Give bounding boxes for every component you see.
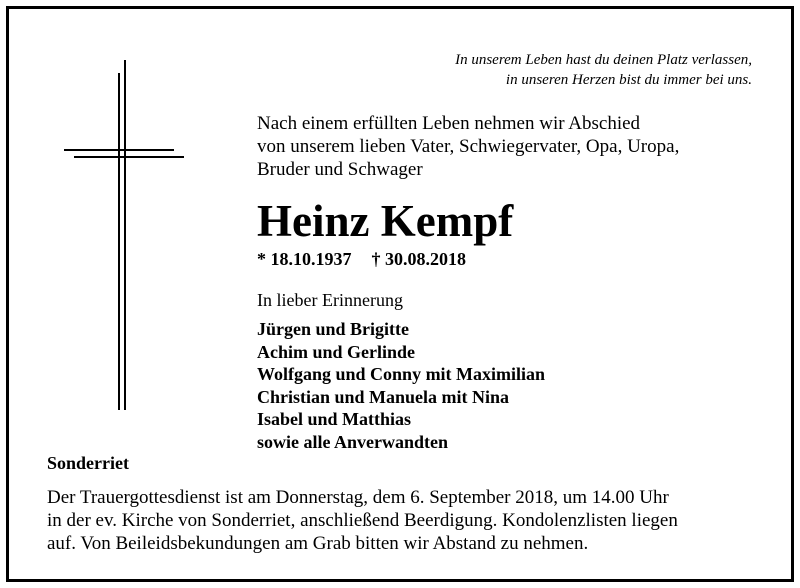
farewell-intro bbox=[257, 112, 679, 181]
place-name: Sonderriet bbox=[47, 453, 129, 473]
mourner-item: Jürgen und Brigitte bbox=[257, 319, 410, 339]
intro-line-3: Bruder und Schwager bbox=[257, 159, 423, 180]
memory-label: In lieber Erinnerung bbox=[257, 290, 403, 310]
mourner-item: Christian und Manuela mit Nina bbox=[257, 386, 510, 407]
cross-vertical-bar-right bbox=[124, 60, 126, 410]
cross-horizontal-bar-bottom bbox=[74, 156, 184, 158]
intro-line-2: von unserem lieben Vater, Schwiegervater, Opa, Uropa, bbox=[257, 136, 680, 157]
notice-line-2: in der ev. Kirche von Sonderriet, anschließend Beerdigung. Kondolenzlisten liegen bbox=[47, 510, 678, 531]
deceased-name: Heinz Kempf bbox=[257, 196, 514, 246]
mourner-item: Isabel und Matthias bbox=[257, 409, 412, 430]
intro-line-1: Nach einem erfüllten Leben nehmen wir Abschied bbox=[257, 113, 641, 134]
mourner-item: Wolfgang und Conny mit Maximilian bbox=[257, 364, 546, 385]
mourner-item: Achim und Gerlinde bbox=[257, 341, 416, 362]
death-date: † 30.08.2018 bbox=[371, 249, 466, 269]
funeral-notice bbox=[47, 486, 767, 555]
life-dates bbox=[257, 248, 466, 270]
mourners-list bbox=[257, 318, 545, 454]
quote-line-1: In unserem Leben hast du deinen Platz verlassen, bbox=[455, 52, 752, 68]
cross-vertical-bar-left bbox=[118, 73, 120, 410]
notice-line-3: auf. Von Beileidsbekundungen am Grab bitten wir Abstand zu nehmen. bbox=[47, 533, 589, 554]
birth-date: * 18.10.1937 bbox=[257, 249, 352, 269]
cross-horizontal-bar-top bbox=[64, 149, 174, 151]
mourner-item: sowie alle Anverwandten bbox=[257, 431, 448, 452]
quote-line-2: in unseren Herzen bist du immer bei uns. bbox=[505, 72, 752, 88]
memorial-quote bbox=[455, 50, 752, 90]
notice-line-1: Der Trauergottesdienst ist am Donnerstag, dem 6. September 2018, um 14.00 Uhr bbox=[47, 487, 669, 508]
